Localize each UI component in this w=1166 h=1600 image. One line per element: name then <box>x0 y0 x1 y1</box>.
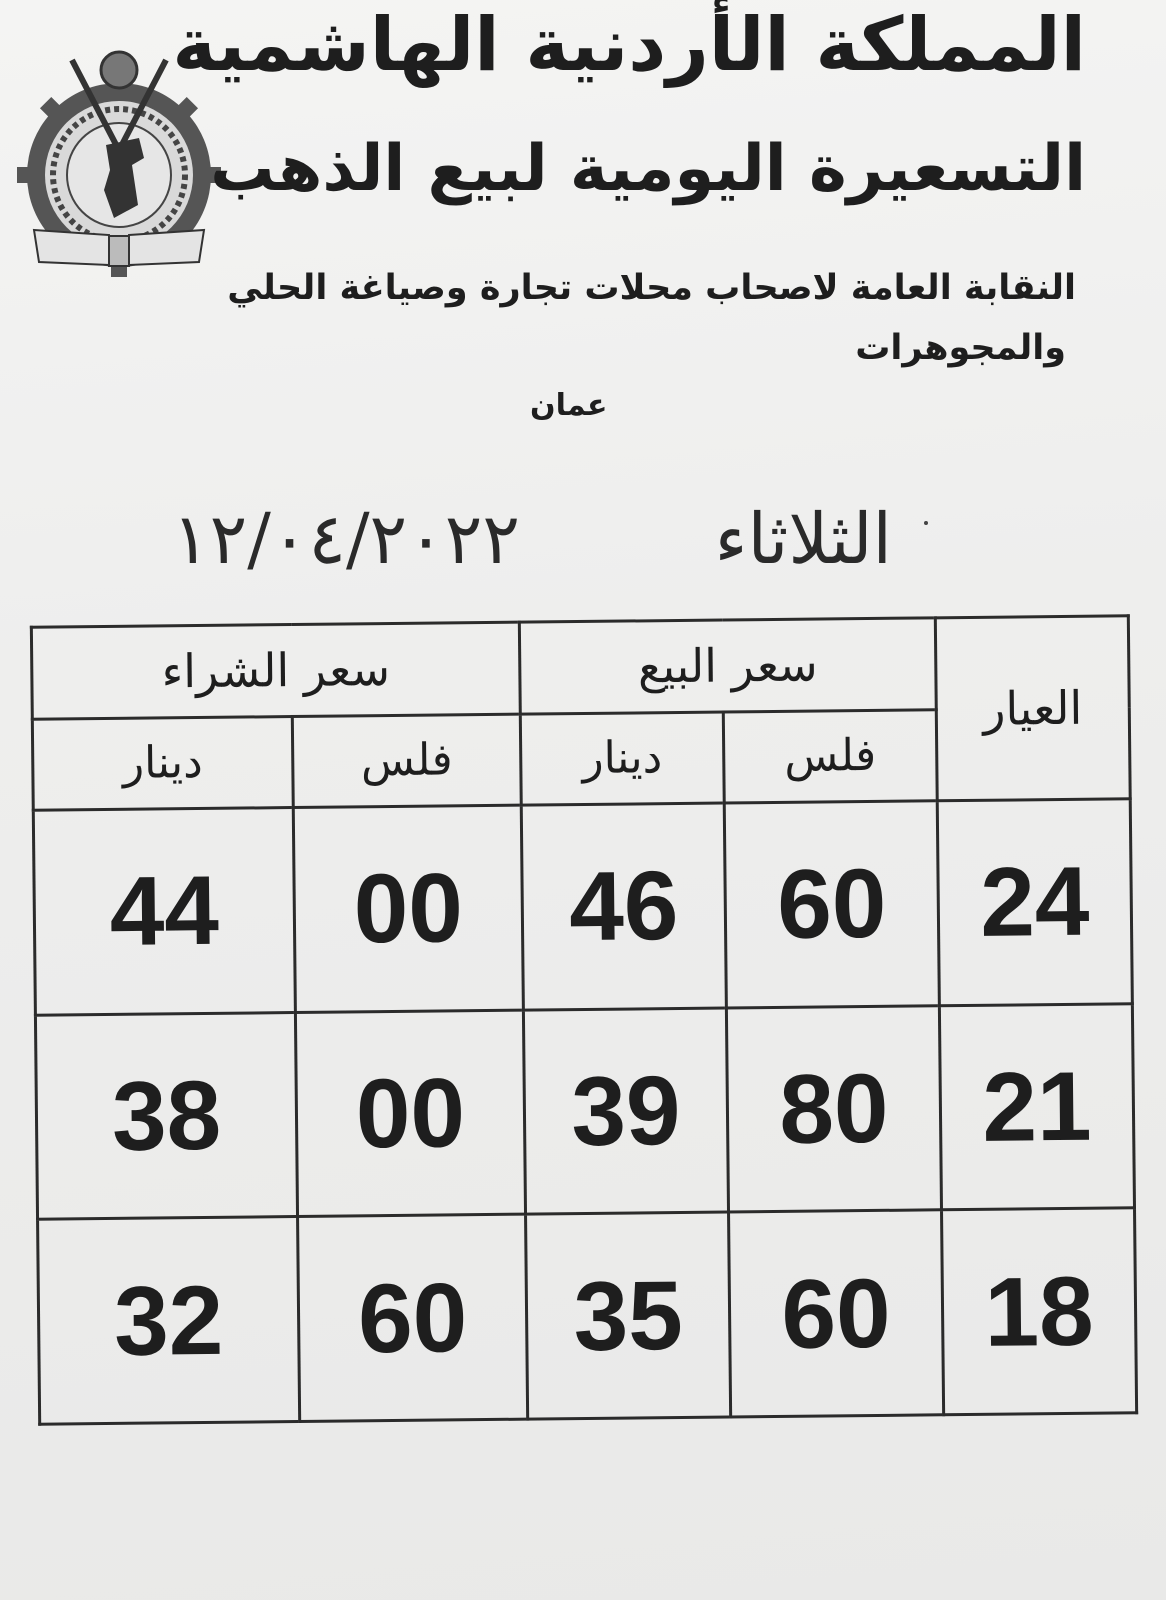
buy-dinar-value: 32 <box>38 1217 300 1424</box>
ink-dot <box>924 521 928 525</box>
buy-dinar-value: 38 <box>35 1012 297 1219</box>
sell-fils-value: 60 <box>729 1210 944 1417</box>
sell-dinar-value: 39 <box>523 1008 728 1215</box>
sell-dinar-value: 35 <box>526 1212 731 1419</box>
buy-fils-value: 00 <box>295 1010 525 1217</box>
city-name: عمان <box>530 388 608 423</box>
sell-dinar-value: 46 <box>521 803 726 1010</box>
date-line <box>172 498 892 598</box>
sell-fils-value: 60 <box>724 801 939 1008</box>
karat-value: 18 <box>942 1208 1137 1415</box>
price-table <box>30 614 1138 1425</box>
table-header-row <box>31 616 1129 719</box>
union-name-line1: النقابة العامة لاصحاب محلات تجارة وصياغة الحلي <box>227 268 1076 308</box>
karat-value: 24 <box>937 799 1132 1006</box>
buy-dinar-header: دينار <box>32 716 293 810</box>
price-table-wrapper <box>30 614 1138 1425</box>
karat-header: العيار <box>935 616 1130 801</box>
sell-dinar-header: دينار <box>520 712 724 806</box>
daily-pricing-title: التسعيرة اليومية لبيع الذهب <box>210 132 1086 206</box>
buy-fils-value: 60 <box>298 1214 528 1421</box>
union-name-line2: والمجوهرات <box>855 328 1066 368</box>
sell-fils-header: فلس <box>723 709 937 803</box>
sell-fils-value: 80 <box>726 1005 941 1212</box>
table-row <box>38 1208 1137 1424</box>
kingdom-title: المملكة الأردنية الهاشمية <box>172 2 1086 88</box>
buy-fils-value: 00 <box>293 805 523 1012</box>
table-row <box>33 799 1132 1015</box>
sell-price-header: سعر البيع <box>519 618 936 714</box>
karat-value: 21 <box>939 1003 1134 1210</box>
buy-price-header: سعر الشراء <box>31 622 520 719</box>
table-row <box>35 1003 1134 1219</box>
buy-fils-header: فلس <box>292 714 521 808</box>
day-name: الثلاثاء <box>714 498 892 580</box>
date-value: ١٢/٠٤/٢٠٢٢ <box>172 498 520 580</box>
buy-dinar-value: 44 <box>33 808 295 1015</box>
